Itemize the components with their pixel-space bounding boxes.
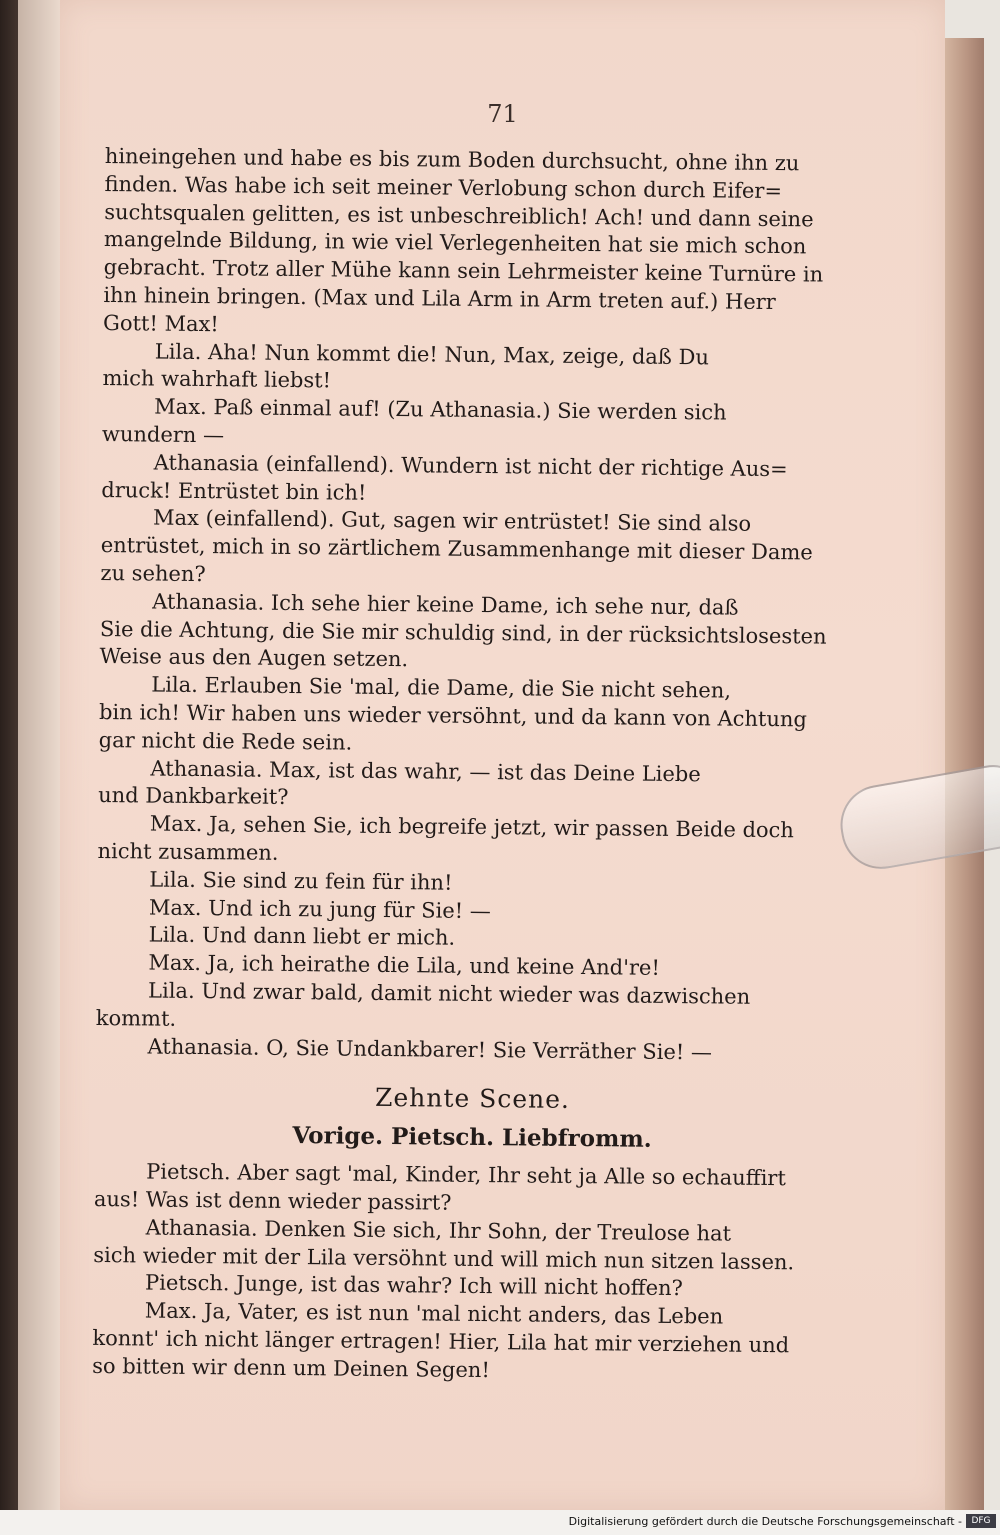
text-line: druck! Entrüstet bin ich! — [101, 477, 367, 505]
dialogue-block-before — [95, 143, 860, 1068]
text-line: Max. Ja, Vater, es ist nun 'mal nicht anders, das Leben — [144, 1298, 724, 1329]
text-line: nicht zusammen. — [97, 838, 279, 865]
text-line: gar nicht die Rede sein. — [98, 727, 353, 755]
book-page — [60, 0, 945, 1510]
text-line: Athanasia (einfallend). Wundern ist nicht der richtige Aus= — [153, 450, 788, 481]
digitization-caption: Digitalisierung gefördert durch die Deutsche Forschungsgemeinschaft - — [568, 1515, 962, 1528]
text-line: Sie die Achtung, die Sie mir schuldig sind, in der rücksichtslosesten — [99, 616, 827, 649]
previous-page-edge — [18, 0, 62, 1510]
dialogue-block-after — [92, 1158, 849, 1388]
scene-characters: Vorige. Pietsch. Liebfromm. — [292, 1122, 652, 1154]
text-line: konnt' ich nicht länger ertragen! Hier, Lila hat mir verziehen und — [92, 1326, 790, 1358]
text-line: Athanasia. O, Sie Undankbarer! Sie Verräther Sie! — — [147, 1033, 713, 1064]
text-line: und Dankbarkeit? — [98, 783, 289, 810]
text-line: mangelnde Bildung, in wie viel Verlegenheiten hat sie mich schon — [103, 227, 807, 259]
text-line: Lila. Aha! Nun kommt die! Nun, Max, zeige, daß Du — [154, 339, 710, 369]
text-line: entrüstet, mich in so zärtlichem Zusammenhange mit dieser Dame — [100, 533, 813, 565]
text-line: sich wieder mit der Lila versöhnt und will mich nun sitzen lassen. — [93, 1242, 795, 1274]
text-line: suchtsqualen gelitten, es ist unbeschreiblich! Ach! und dann seine — [104, 199, 814, 232]
page-text — [92, 143, 860, 1389]
text-line: so bitten wir denn um Deinen Segen! — [92, 1353, 490, 1382]
text-line: Max. Ja, ich heirathe die Lila, und keine And're! — [148, 950, 660, 980]
text-line: Athanasia. Max, ist das wahr, — ist das Deine Liebe — [150, 756, 701, 786]
text-line: Pietsch. Junge, ist das wahr? Ich will nicht hoffen? — [144, 1270, 683, 1301]
text-line: zu sehen? — [100, 560, 206, 587]
text-line: kommt. — [95, 1005, 177, 1031]
text-line: gebracht. Trotz aller Mühe kann sein Lehrmeister keine Turnüre in — [103, 255, 824, 287]
text-line: hineingehen und habe es bis zum Boden durchsucht, ohne ihn zu — [104, 143, 800, 176]
text-line: Lila. Und zwar bald, damit nicht wieder was dazwischen — [148, 978, 751, 1009]
text-line: Max. Paß einmal auf! (Zu Athanasia.) Sie werden sich — [154, 394, 727, 425]
text-line: Lila. Erlauben Sie 'mal, die Dame, die Sie nicht sehen, — [151, 672, 732, 703]
text-line: mich wahrhaft liebst! — [102, 366, 332, 393]
text-line: Max (einfallend). Gut, sagen wir entrüstet! Sie sind also — [152, 505, 752, 537]
page-number: 71 — [487, 100, 518, 128]
text-line: Lila. Sie sind zu fein für ihn! — [149, 867, 453, 895]
text-line: Lila. Und dann liebt er mich. — [148, 922, 456, 951]
text-line: Weise aus den Augen setzen. — [99, 644, 409, 672]
text-line: Gott! Max! — [102, 310, 219, 336]
text-line: Pietsch. Aber sagt 'mal, Kinder, Ihr seht ja Alle so echauffirt — [146, 1159, 786, 1191]
text-line: Max. Und ich zu jung für Sie! — — [148, 895, 491, 923]
text-line: ihn hinein bringen. (Max und Lila Arm in Arm treten auf.) Herr — [103, 282, 776, 315]
text-line: aus! Was ist denn wieder passirt? — [93, 1187, 452, 1215]
text-line: Max. Ja, sehen Sie, ich begreife jetzt, wir passen Beide doch — [149, 811, 795, 843]
text-line: Athanasia. Ich sehe hier keine Dame, ich sehe nur, daß — [152, 589, 739, 620]
text-line: wundern — — [101, 421, 225, 448]
scene-heading: Zehnte Scene. — [374, 1083, 571, 1115]
text-line: bin ich! Wir haben uns wieder versöhnt, und da kann von Achtung — [98, 699, 808, 732]
text-line: Athanasia. Denken Sie sich, Ihr Sohn, der Treulose hat — [145, 1215, 732, 1246]
dfg-logo: DFG — [966, 1514, 996, 1528]
text-line: finden. Was habe ich seit meiner Verlobung schon durch Eifer= — [104, 171, 783, 203]
